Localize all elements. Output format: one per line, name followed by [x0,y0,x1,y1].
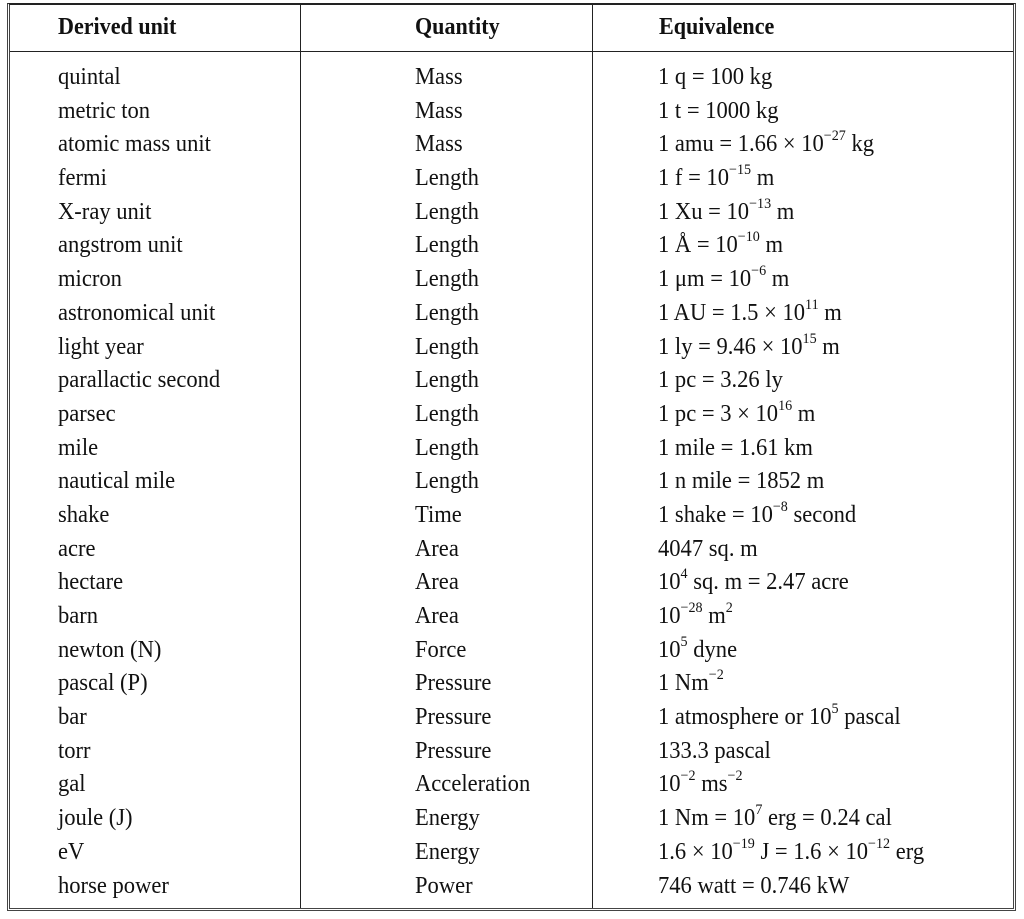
table-row [10,667,1013,701]
cell-derived-unit: light year [58,333,144,360]
cell-derived-unit: acre [58,535,96,562]
cell-derived-unit: astronomical unit [58,299,216,326]
table-row [10,162,1013,196]
cell-equivalence: 1 mile = 1.61 km [658,434,813,461]
cell-derived-unit: quintal [58,64,121,90]
exponent: 4 [680,566,688,583]
table-row [10,432,1013,466]
cell-derived-unit: joule (J) [58,805,133,832]
cell-equivalence: 1 q = 100 kg [658,64,773,90]
cell-equivalence: 1 $Xu = 10^{-13}$ m [658,195,795,225]
cell-quantity: Power [415,872,473,899]
cell-derived-unit: fermi [58,165,107,192]
exponent: −15 [728,162,752,179]
cell-equivalence: 1 pc = 3.26 ly [658,367,783,394]
table-row [10,701,1013,735]
header-divider [10,51,1013,52]
cell-derived-unit: micron [58,266,122,293]
table-row [10,61,1013,95]
cell-derived-unit: gal [58,771,86,798]
header-equivalence: Equivalence [659,14,775,40]
exponent: 16 [778,397,793,414]
cell-equivalence: 1 amu = $1.66 \times 10^{-27}$ kg [658,128,875,158]
cell-quantity: Length [415,165,479,192]
cell-derived-unit: pascal (P) [58,670,148,697]
table-row [10,128,1013,162]
exponent: −8 [772,498,788,515]
cell-derived-unit: atomic mass unit [58,131,211,158]
exponent: 7 [755,802,763,819]
cell-quantity: Area [415,535,459,562]
table-row [10,499,1013,533]
cell-equivalence: 1 ly = $9.46 \times 10^{15}$ m [658,330,840,360]
table-row [10,634,1013,668]
cell-equivalence: 133.3 pascal [658,737,771,764]
cell-derived-unit: parsec [58,400,116,427]
cell-quantity: Length [415,333,479,360]
cell-equivalence: 1 $Nm^{-2}$ [658,667,724,697]
cell-equivalence: 1 pc = $3 \times 10^{16}$ m [658,397,816,427]
exponent: −13 [749,195,772,212]
cell-derived-unit: horse power [58,872,169,899]
cell-derived-unit: hectare [58,569,124,596]
exponent: 5 [680,633,688,650]
table-row [10,229,1013,263]
cell-quantity: Area [415,603,459,629]
cell-equivalence: 1 $f = 10^{-15}$ m [658,162,775,192]
table-row [10,263,1013,297]
cell-equivalence: 1 AU = $1.5 \times 10^{11}$ m [658,296,842,326]
cell-derived-unit: parallactic second [58,367,221,394]
cell-quantity: Pressure [415,670,492,697]
exponent: −19 [732,835,755,852]
exponent: −12 [868,835,891,852]
cell-equivalence: $10^{-2}$ $ms^{-2}$ [658,768,743,798]
table-row [10,331,1013,365]
cell-equivalence: $10^5$ dyne [658,633,738,663]
cell-derived-unit: shake [58,501,110,528]
cell-quantity: Pressure [415,704,492,731]
cell-derived-unit: eV [58,838,85,865]
table-body [10,61,1013,903]
cell-derived-unit: newton (N) [58,636,162,663]
table-row [10,533,1013,567]
table-row [10,600,1013,634]
cell-equivalence: 1 $\mu m = 10^{-6}$ m [658,263,790,293]
cell-quantity: Force [415,636,467,663]
table-row [10,870,1013,904]
exponent: −10 [737,229,760,246]
exponent: −28 [680,600,703,616]
cell-derived-unit: metric ton [58,97,151,124]
exponent: −6 [751,263,767,280]
cell-equivalence: 1 n mile = 1852 m [658,468,825,495]
table-row [10,836,1013,870]
cell-equivalence: $10^4$ sq. m = 2.47 acre [658,566,849,596]
cell-equivalence: 1 t = 1000 kg [658,97,779,124]
cell-quantity: Energy [415,805,480,832]
cell-quantity: Time [415,501,462,528]
cell-derived-unit: nautical mile [58,468,176,495]
cell-quantity: Length [415,266,479,293]
cell-derived-unit: barn [58,603,99,629]
cell-quantity: Length [415,468,479,495]
table-row [10,297,1013,331]
cell-equivalence: 1 shake = $10^{-8}$ second [658,498,857,528]
cell-derived-unit: bar [58,704,87,731]
cell-quantity: Length [415,299,479,326]
cell-quantity: Pressure [415,737,492,764]
exponent: −27 [823,128,846,145]
cell-equivalence: $10^{-28}$ $m^2$ [658,600,733,629]
cell-quantity: Mass [415,64,463,90]
cell-quantity: Acceleration [415,771,531,798]
cell-equivalence: 746 watt = 0.746 kW [658,872,850,899]
cell-quantity: Energy [415,838,480,865]
table-row [10,566,1013,600]
table-row [10,196,1013,230]
cell-derived-unit: torr [58,737,91,764]
cell-quantity: Length [415,434,479,461]
exponent: 11 [805,296,819,313]
header-derived-unit: Derived unit [58,14,177,40]
exponent: −2 [680,768,696,785]
cell-quantity: Length [415,198,479,225]
exponent: 15 [802,330,817,347]
exponent: 2 [725,600,733,616]
cell-derived-unit: mile [58,434,99,461]
cell-equivalence: 1 $Nm = 10^7$ erg = 0.24 cal [658,802,892,832]
table-row [10,802,1013,836]
cell-quantity: Area [415,569,459,596]
cell-derived-unit: X-ray unit [58,198,152,225]
table-row [10,735,1013,769]
cell-quantity: Length [415,400,479,427]
cell-quantity: Length [415,367,479,394]
cell-quantity: Length [415,232,479,259]
exponent: −2 [727,768,743,785]
exponent: 5 [831,701,839,718]
cell-equivalence: $1.6 \times 10^{-19}$ $J = 1.6 \times 10^{-12}$ erg [658,835,925,865]
units-table [7,3,1016,911]
table-row [10,364,1013,398]
table-row [10,398,1013,432]
table-row [10,768,1013,802]
table-row [10,465,1013,499]
cell-derived-unit: angstrom unit [58,232,183,259]
cell-equivalence: 1 atmosphere or $10^5$ pascal [658,701,901,731]
cell-equivalence: 4047 sq. m [658,535,758,562]
table-row [10,95,1013,129]
cell-equivalence: 1 Å = $10^{-10}$ m [658,229,784,259]
cell-quantity: Mass [415,131,463,158]
exponent: −2 [708,667,724,684]
cell-quantity: Mass [415,97,463,124]
header-quantity: Quantity [415,14,500,40]
